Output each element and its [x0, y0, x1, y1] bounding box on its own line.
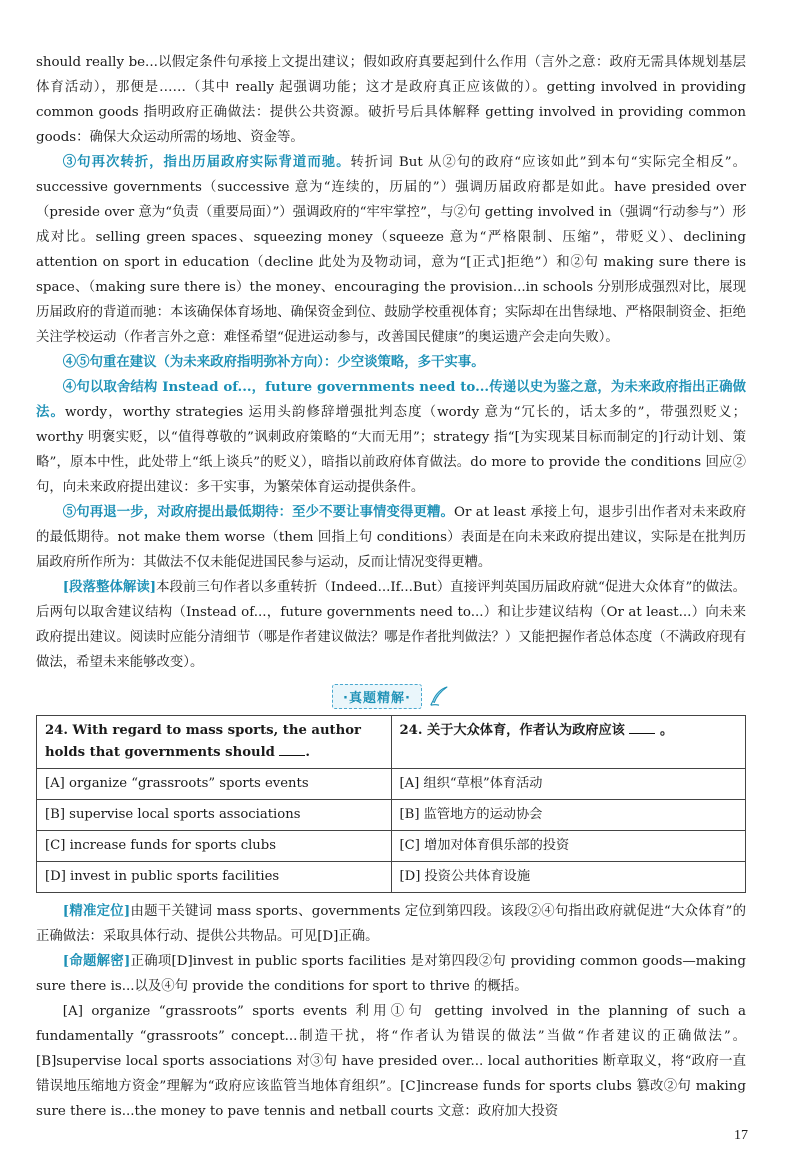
- section-label: [命题解密]: [62, 953, 131, 969]
- section-label: [精准定位]: [62, 903, 131, 919]
- option-en: [B] supervise local sports associations: [37, 800, 392, 831]
- paragraph-body: Or at least 承接上句，退步引出作者对未来政府的最低期待。not make them worse（them 回指上句 conditions）表面是在向未来政府提出建议，实际是在批判历届政府所作所为：其做法不仅未能促进国民参与运动，反而让情况变得更糟。: [36, 505, 746, 570]
- paragraph-body: 转折词 But 从②句的政府“应该如此”到本句“实际完全相反”。successive governments（successive 意为“连续的，历届的”）强调历届政府都是如此。have presided over（preside over 意为“负责（重要局面）”）强调政府的“牢牢掌控”，与②句 getting involved in（强调“行动参与”）形成对比。selling green spaces、squeezing money（squeeze 意为“严格限制、压缩”，带贬义）、declining attention on sport in education（decline 此处为及物动词，意为“[正式]拒绝”）和②句 making sure there is space、（making sure there is）the money、encouraging the provision...in schools 分别形成强烈对比，展现历届政府的背道而驰：本该确保体育场地、确保资金到位、鼓励学校重视体育；实际却在出售绿地、严格限制资金、拒绝关注学校运动（作者言外之意：难怪希望“促进运动参与，改善国民健康”的奥运遗产会走向失败）。: [36, 155, 746, 345]
- paragraph: [36, 375, 746, 500]
- option-zh: [B] 监管地方的运动协会: [391, 800, 746, 831]
- option-en: [A] organize “grassroots” sports events: [37, 769, 392, 800]
- option-en: [D] invest in public sports facilities: [37, 862, 392, 893]
- page-content: [36, 50, 746, 1124]
- table-row: [37, 769, 746, 800]
- banner-label: ·真题精解·: [332, 684, 422, 709]
- paragraph: [36, 575, 746, 675]
- highlight-lead: ③句再次转折，指出历届政府实际背道而驰。: [62, 154, 351, 170]
- highlight-lead: ⑤句再退一步，对政府提出最低期待：至少不要让事情变得更糟。: [62, 504, 454, 520]
- paragraph: [36, 500, 746, 575]
- section-label: [段落整体解读]: [62, 579, 157, 595]
- table-row: [37, 862, 746, 893]
- answer-blank: [629, 721, 655, 734]
- paragraph: [36, 350, 746, 375]
- paragraph: [36, 150, 746, 350]
- highlight-lead: ④句以取舍结构 Instead of...，future governments need to...传递以史为鉴之意，为未来政府指出正确做法。: [36, 379, 746, 420]
- option-en: [C] increase funds for sports clubs: [37, 831, 392, 862]
- table-row: [37, 800, 746, 831]
- question-stem-en: 24. With regard to mass sports, the author holds that governments should .: [37, 716, 392, 769]
- paragraph-body: 本段前三句作者以多重转折（Indeed...If...But）直接评判英国历届政府就“促进大众体育”的做法。后两句以取舍建议结构（Instead of...，future governments need to...）和让步建议结构（Or at least...）向未来政府提出建议。阅读时应能分清细节（哪是作者建议做法？哪是作者批判做法？）又能把握作者总体态度（不满政府现有做法，希望未来能够改变）。: [36, 580, 747, 670]
- question-stem-zh: 24. 关于大众体育，作者认为政府应该 。: [391, 716, 746, 769]
- page-number: 17: [734, 1128, 748, 1143]
- paragraph-body: 正确项[D]invest in public sports facilities 是对第四段②句 providing common goods—making sure there is...以及④句 provide the conditions for sport to thrive 的概括。: [36, 954, 746, 994]
- paragraph: [36, 899, 746, 949]
- paragraph-body: 由题干关键词 mass sports、governments 定位到第四段。该段②④句指出政府就促进“大众体育”的正确做法：采取具体行动、提供公共物品。可见[D]正确。: [36, 904, 746, 944]
- table-row: [37, 716, 746, 769]
- paragraph: [36, 949, 746, 999]
- paragraph-body: wordy，worthy strategies 运用头韵修辞增强批判态度（wordy 意为“冗长的，话太多的”，带强烈贬义；worthy 明褒实贬，以“值得尊敬的”讽刺政府策略的“大而无用”；strategy 指“[为实现某目标而制定的]行动计划、策略”，原本中性，此处带上“纸上谈兵”的贬义），暗指以前政府体育做法。do more to provide the conditions 回应②句，向未来政府提出建议：多干实事，为繁荣体育运动提供条件。: [36, 405, 746, 495]
- option-zh: [C] 增加对体育俱乐部的投资: [391, 831, 746, 862]
- highlight-lead: ④⑤句重在建议（为未来政府指明弥补方向）：少空谈策略，多干实事。: [62, 354, 485, 370]
- option-zh: [D] 投资公共体育设施: [391, 862, 746, 893]
- paragraph: should really be...以假定条件句承接上文提出建议；假如政府真要起到什么作用（言外之意：政府无需具体规划基层体育活动），那便是……（其中 really 起强调功能；这才是政府真正应该做的）。getting involved in providing common goods 指明政府正确做法：提供公共资源。破折号后具体解释 getting involved in providing common goods：确保大众运动所需的场地、资金等。: [36, 55, 746, 145]
- question-table: [36, 715, 746, 893]
- table-row: [37, 831, 746, 862]
- option-zh: [A] 组织“草根”体育活动: [391, 769, 746, 800]
- answer-blank: [279, 743, 305, 756]
- quill-pen-icon: [428, 685, 450, 707]
- section-banner: [36, 683, 746, 709]
- paragraph: [A] organize “grassroots” sports events 利用①句 getting involved in the planning of such a fundamentally “grassroots” concept...制造干扰，将“作者认为错误的做法”当做“作者建议的正确做法”。[B]supervise local sports associations 对③句 have presided over... local authorities 断章取义，将“政府一直错误地压缩地方资金”理解为“政府应该监管当地体育组织”。[C]increase funds for sports clubs 篡改②句 making sure there is...the money to pave tennis and netball courts 文意：政府加大投资: [36, 1004, 746, 1119]
